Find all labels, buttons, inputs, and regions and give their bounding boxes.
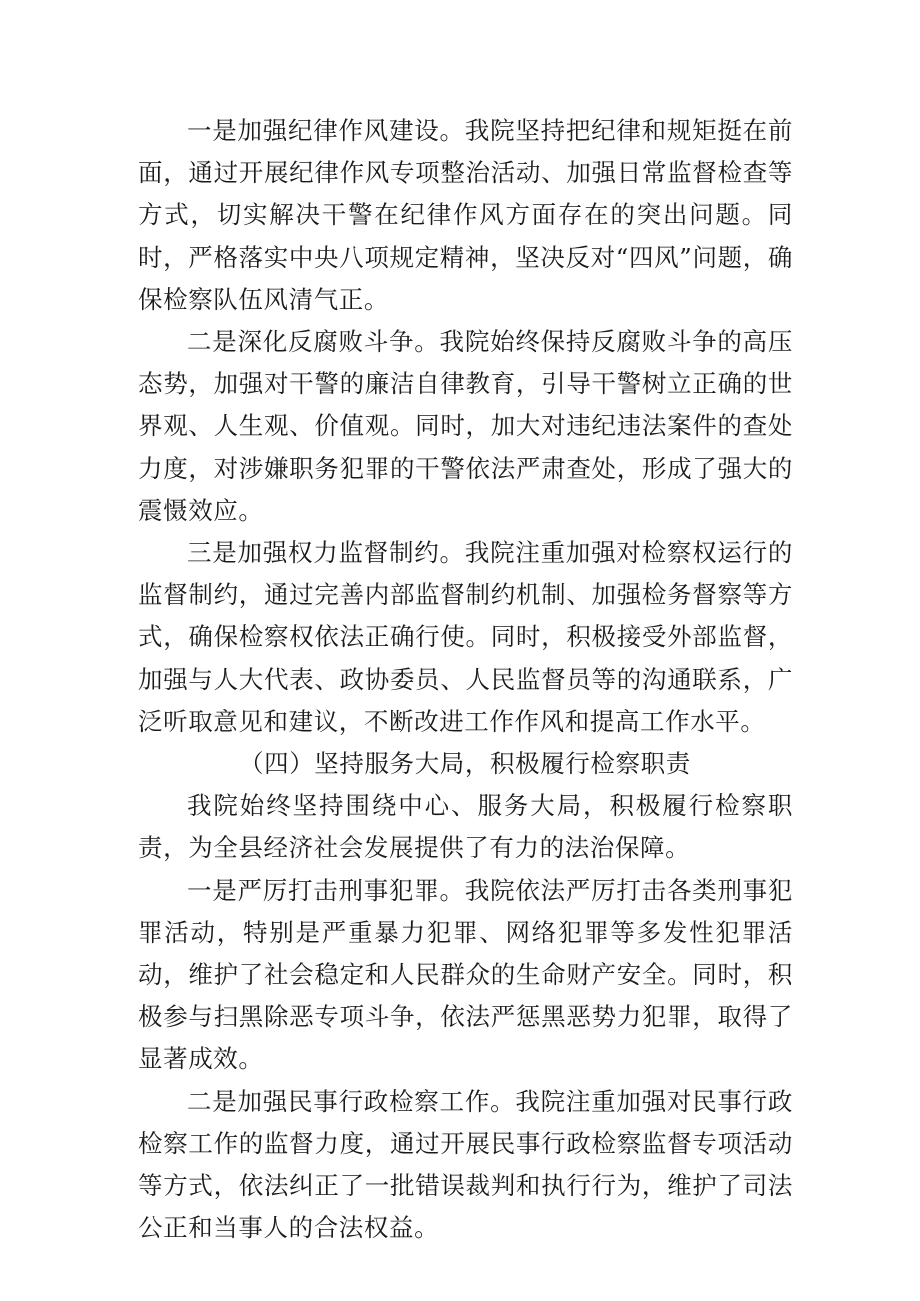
paragraph-power-supervision: 三是加强权力监督制约。我院注重加强对检察权运行的监督制约，通过完善内部监督制约机制、加强检务督察等方式，确保检察权依法正确行使。同时，积极接受外部监督，加强与人大代表、政协委员、人民监督员等的沟通联系，广泛听取意见和建议，不断改进工作作风和提高工作水平。: [138, 538, 793, 736]
section-heading: （四）坚持服务大局，积极履行检察职责: [239, 749, 691, 779]
paragraph-discipline: 一是加强纪律作风建设。我院坚持把纪律和规矩挺在前面，通过开展纪律作风专项整治活动、加强日常监督检查等方式，切实解决干警在纪律作风方面存在的突出问题。同时，严格落实中央八项规定精神，坚决反对“四风”问题，确保检察队伍风清气正。: [138, 116, 793, 314]
paragraph-criminal-crackdown: 一是严厉打击刑事犯罪。我院依法严厉打击各类刑事犯罪活动，特别是严重暴力犯罪、网络犯罪等多发性犯罪活动，维护了社会稳定和人民群众的生命财产安全。同时，积极参与扫黑除恶专项斗争，依法严惩黑恶势力犯罪，取得了显著成效。: [138, 875, 793, 1074]
paragraph-anti-corruption: 二是深化反腐败斗争。我院始终保持反腐败斗争的高压态势，加强对干警的廉洁自律教育，引导干警树立正确的世界观、人生观、价值观。同时，加大对违纪违法案件的查处力度，对涉嫌职务犯罪的干警依法严肃查处，形成了强大的震慑效应。: [138, 327, 793, 525]
document-body: [138, 110, 793, 1249]
paragraph-civil-administrative: 二是加强民事行政检察工作。我院注重加强对民事行政检察工作的监督力度，通过开展民事行政检察监督专项活动等方式，依法纠正了一批错误裁判和执行行为，维护了司法公正和当事人的合法权益。: [138, 1086, 793, 1243]
paragraph-section-intro: 我院始终坚持围绕中心、服务大局，积极履行检察职责，为全县经济社会发展提供了有力的法治保障。: [138, 791, 793, 863]
